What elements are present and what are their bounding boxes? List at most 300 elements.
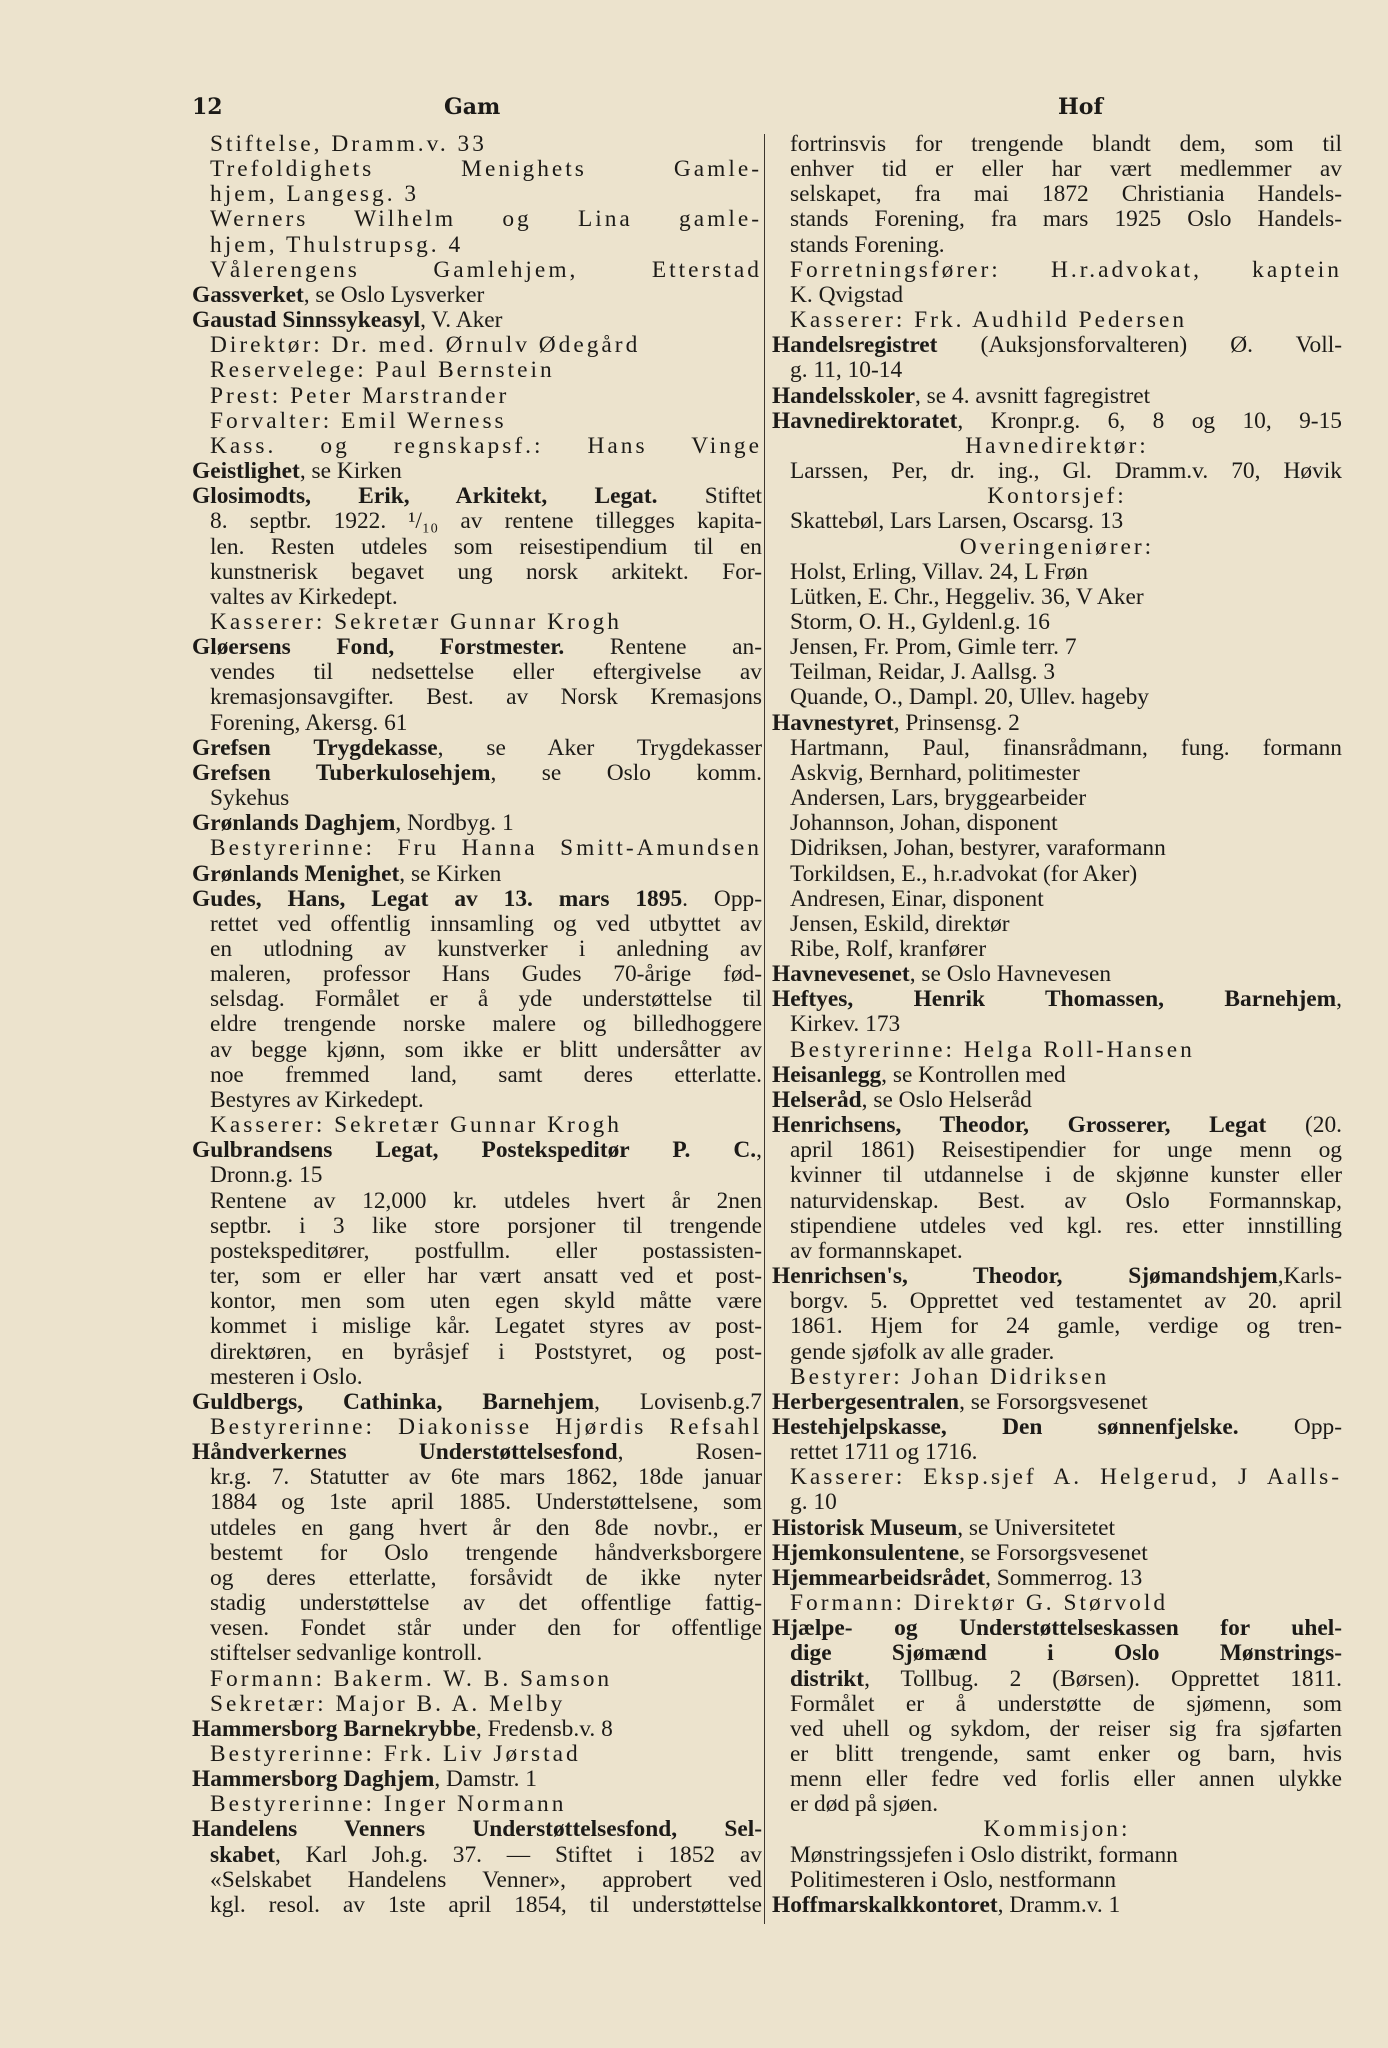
entry-heading: Havnestyret (772, 710, 894, 736)
entry-line (772, 1692, 1342, 1717)
entry-text: Opp- (1238, 1414, 1342, 1440)
entry-line (772, 1390, 1342, 1415)
entry-text: , se Forsorgsvesenet (959, 1389, 1148, 1415)
entry-heading: Gulbrandsens Legat, Postekspeditør P. C. (192, 1138, 757, 1164)
entry-line (192, 1163, 762, 1188)
entry-line (192, 786, 762, 811)
entry-line (192, 1591, 762, 1616)
entry-heading: Grønlands Daghjem (192, 811, 396, 837)
entry-line (772, 610, 1342, 635)
entry-line (772, 1516, 1342, 1541)
entry-text: vendes til nedsettelse eller eftergivelse av (210, 660, 762, 686)
entry-line (772, 1314, 1342, 1339)
entry-text: , Nordbyg. 1 (395, 811, 514, 837)
entry-line (772, 1038, 1342, 1063)
entry-text: Kasserer: Sekretær Gunnar Krogh (210, 1113, 622, 1139)
entry-line (192, 283, 762, 308)
entry-line (772, 333, 1342, 358)
entry-text: Overingeniører: (959, 534, 1155, 560)
entry-text: gende sjøfolk av alle grader. (790, 1339, 1055, 1365)
entry-heading: Hjælpe- og Understøttelseskassen for uhel- (772, 1616, 1342, 1642)
entry-line (772, 1088, 1342, 1113)
entry-text: (20. (1266, 1113, 1342, 1139)
entry-line (192, 1264, 762, 1289)
entry-line (772, 1490, 1342, 1515)
entry-line (772, 1340, 1342, 1365)
entry-line (772, 585, 1342, 610)
entry-line (192, 1038, 762, 1063)
entry-text: Sekretær: Major B. A. Melby (210, 1691, 566, 1717)
entry-heading: Gassverket (192, 282, 304, 308)
entry-line (772, 535, 1342, 560)
entry-line (772, 434, 1342, 459)
entry-text: Mønstringssjefen i Oslo distrikt, formann (790, 1842, 1178, 1868)
entry-line (192, 132, 762, 157)
entry-text: Forvalter: Emil Werness (210, 408, 507, 434)
entry-line (192, 862, 762, 887)
entry-line (772, 1138, 1342, 1163)
entry-text: , Tollbug. 2 (Børsen). Opprettet 1811. (864, 1666, 1342, 1692)
entry-line (772, 1264, 1342, 1289)
entry-text: Ribe, Rolf, kranfører (790, 937, 987, 962)
entry-text: Rentene an- (564, 635, 762, 661)
entry-line (772, 1767, 1342, 1792)
entry-line (772, 132, 1342, 157)
entry-text: kommet i mislige kår. Legatet styres av post- (210, 1314, 762, 1340)
entry-heading: Handelsskoler (772, 383, 915, 409)
entry-line (772, 157, 1342, 182)
entry-line (192, 660, 762, 685)
entry-heading: Gløersens Fond, Forstmester. (192, 635, 565, 661)
entry-line (192, 1490, 762, 1515)
entry-text: er blitt trengende, samt enker og barn, hvis (790, 1742, 1342, 1767)
entry-line (192, 1415, 762, 1440)
entry-heading: Hammersborg Daghjem (192, 1767, 435, 1793)
entry-text: Dronn.g. 15 (210, 1163, 323, 1189)
entry-text: g. 11, 10-14 (790, 358, 903, 384)
entry-line (772, 1641, 1342, 1666)
entry-text: hjem, Langesg. 3 (210, 182, 420, 208)
entry-heading: Heftyes, Henrik Thomassen, Barnehjem (772, 987, 1337, 1013)
entry-line (192, 1138, 762, 1163)
entry-line (772, 1843, 1342, 1868)
entry-text: Torkildsen, E., h.r.advokat (for Aker) (790, 861, 1138, 887)
entry-line (772, 1566, 1342, 1591)
entry-text: direktøren, en byråsjef i Poststyret, og post- (210, 1339, 762, 1365)
column-divider (764, 134, 765, 1924)
entry-text: , Dramm.v. 1 (997, 1892, 1121, 1918)
entry-text: stipendiene utdeles ved kgl. res. etter innstilling (790, 1213, 1342, 1239)
entry-text: kremasjonsavgifter. Best. av Norsk Kremasjons (210, 685, 762, 711)
entry-line (192, 1314, 762, 1339)
entry-line (772, 1717, 1342, 1742)
entry-heading: Grefsen Tuberkulosehjem (192, 760, 491, 786)
entry-text: menn eller fedre ved forlis eller annen ulykke (790, 1767, 1342, 1793)
entry-line (192, 1063, 762, 1088)
entry-line (192, 1742, 762, 1767)
right-catchword: Hof (1058, 94, 1103, 120)
entry-line (192, 1616, 762, 1641)
entry-line (192, 1189, 762, 1214)
entry-heading: Hoffmarskalkkontoret (772, 1892, 998, 1918)
entry-text: Formann: Bakerm. W. B. Samson (210, 1666, 613, 1692)
entry-line (772, 1113, 1342, 1138)
entry-line (192, 1717, 762, 1742)
entry-line (772, 711, 1342, 736)
entry-line (192, 1088, 762, 1113)
entry-line (192, 358, 762, 383)
entry-line (772, 509, 1342, 534)
entry-line (772, 685, 1342, 710)
entry-line (192, 459, 762, 484)
entry-text: , se Oslo Lysverker (303, 282, 485, 308)
entry-line (192, 987, 762, 1012)
entry-text: , Karl Joh.g. 37. — Stiftet i 1852 av (275, 1842, 762, 1868)
entry-line (772, 384, 1342, 409)
entry-line (772, 962, 1342, 987)
entry-line (192, 233, 762, 258)
entry-line (192, 1767, 762, 1792)
entry-text: Kasserer: Frk. Audhild Pedersen (790, 308, 1188, 334)
entry-text: Andersen, Lars, bryggearbeider (790, 786, 1087, 812)
entry-text: , se Kontrollen med (881, 1062, 1066, 1088)
entry-line (772, 987, 1342, 1012)
entry-text: rettet 1711 og 1716. (790, 1440, 978, 1466)
entry-heading: Herbergesentralen (772, 1389, 960, 1415)
entry-text: 1861. Hjem for 24 gamle, verdige og tren- (790, 1314, 1342, 1340)
entry-text: Prest: Peter Marstrander (210, 383, 510, 409)
entry-line (772, 484, 1342, 509)
entry-text: , Sommerrog. 13 (985, 1565, 1143, 1591)
entry-line (772, 836, 1342, 861)
entry-line (772, 1817, 1342, 1842)
entry-heading: Handelens Venners Understøttelsesfond, Sel- (192, 1817, 762, 1843)
entry-text: Kass. og regnskapsf.: Hans Vinge (210, 433, 762, 459)
entry-line (772, 912, 1342, 937)
entry-line (772, 761, 1342, 786)
entry-heading: Handelsregistret (772, 333, 938, 359)
entry-text: og deres etterlatte, forsåvidt de ikke nyter (210, 1565, 762, 1591)
entry-line (192, 1239, 762, 1264)
entry-text: ter, som er eller har vært ansatt ved et post- (210, 1264, 762, 1290)
entry-text: Johannson, Johan, disponent (790, 811, 1058, 837)
entry-line (192, 1289, 762, 1314)
entry-text: , se 4. avsnitt fagregistret (914, 383, 1151, 409)
entry-text: Forretningsfører: H.r.advokat, kaptein (790, 257, 1342, 283)
entry-line (192, 610, 762, 635)
left-column (192, 132, 762, 1918)
entry-line (192, 836, 762, 861)
entry-line (192, 761, 762, 786)
entry-line (192, 887, 762, 912)
entry-text: «Selskabet Handelens Venner», approbert ved (210, 1867, 762, 1893)
entry-line (772, 1591, 1342, 1616)
entry-heading: dige Sjømænd i Oslo Mønstrings- (790, 1641, 1342, 1667)
entry-text: valtes av Kirkedept. (210, 584, 398, 610)
entry-text: av formannskapet. (790, 1238, 963, 1264)
entry-text: Storm, O. H., Gyldenl.g. 16 (790, 609, 1050, 635)
entry-text: Kommisjon: (983, 1817, 1131, 1843)
entry-line (772, 283, 1342, 308)
entry-line (772, 937, 1342, 962)
entry-line (772, 1239, 1342, 1264)
entry-line (772, 1163, 1342, 1188)
entry-text: , Kronpr.g. 6, 8 og 10, 9-15 (957, 408, 1342, 434)
entry-text: maleren, professor Hans Gudes 70-årige fød- (210, 962, 762, 988)
entry-text: Forening, Akersg. 61 (210, 710, 408, 736)
entry-line (192, 635, 762, 660)
entry-line (772, 1440, 1342, 1465)
page-number: 12 (192, 94, 223, 120)
entry-line (192, 811, 762, 836)
entry-line (772, 736, 1342, 761)
entry-line (772, 560, 1342, 585)
entry-line (772, 1742, 1342, 1767)
entry-line (192, 182, 762, 207)
entry-line (192, 1566, 762, 1591)
entry-text: Bestyrer: Johan Didriksen (790, 1364, 1110, 1390)
entry-line (192, 1465, 762, 1490)
entry-heading: Guldbergs, Cathinka, Barnehjem (192, 1389, 595, 1415)
entry-heading: skabet (210, 1842, 275, 1868)
entry-text: (Auksjonsforvalteren) Ø. Voll- (937, 333, 1342, 359)
entry-line (772, 1365, 1342, 1390)
entry-line (772, 1868, 1342, 1893)
entry-line (192, 535, 762, 560)
entry-text: , se Oslo Helseråd (861, 1087, 1032, 1113)
entry-text: kr.g. 7. Statutter av 6te mars 1862, 18de januar (210, 1465, 762, 1491)
entry-text: Kontorsjef: (987, 484, 1127, 510)
entry-text: Havnedirektør: (965, 433, 1149, 459)
entry-line (772, 1214, 1342, 1239)
entry-heading: Grefsen Trygdekasse (192, 735, 438, 761)
entry-text: Trefoldighets Menighets Gamle- (210, 157, 762, 183)
entry-text: septbr. i 3 like store porsjoner til trengende (210, 1213, 762, 1239)
entry-line (772, 1893, 1342, 1918)
entry-line (192, 962, 762, 987)
entry-text: Politimesteren i Oslo, nestformann (790, 1867, 1117, 1893)
entry-text: 1884 og 1ste april 1885. Understøttelsene, som (210, 1490, 762, 1516)
entry-heading: Gudes, Hans, Legat av 13. mars 1895 (192, 886, 683, 912)
entry-heading: Hestehjelpskasse, Den sønnenfjelske. (772, 1414, 1239, 1440)
entry-text: , se Aker Trygdekasser (437, 735, 762, 761)
entry-line (192, 1516, 762, 1541)
entry-text: Quande, O., Dampl. 20, Ullev. hageby (790, 685, 1150, 711)
entry-text: Teilman, Reidar, J. Aallsg. 3 (790, 660, 1056, 686)
entry-text: postekspeditører, postfullm. eller postassisten- (210, 1238, 762, 1264)
entry-heading: Hjemmearbeidsrådet (772, 1565, 986, 1591)
entry-text: borgv. 5. Opprettet ved testamentet av 20. april (790, 1289, 1342, 1315)
entry-line (192, 937, 762, 962)
entry-line (192, 258, 762, 283)
entry-heading: Havnedirektoratet (772, 408, 958, 434)
entry-heading: distrikt (790, 1666, 865, 1692)
entry-text: Kasserer: Eksp.sjef A. Helgerud, J Aalls- (790, 1465, 1342, 1491)
entry-line (192, 207, 762, 232)
entry-text: Didriksen, Johan, bestyrer, varaformann (790, 836, 1166, 862)
entry-heading: Glosimodts, Erik, Arkitekt, Legat. (192, 484, 658, 510)
entry-line (772, 786, 1342, 811)
entry-text: Bestyrerinne: Frk. Liv Jørstad (210, 1742, 581, 1767)
entry-text: Bestyrerinne: Diakonisse Hjørdis Refsahl (210, 1414, 762, 1440)
entry-text: selsdag. Formålet er å yde understøttelse til (210, 987, 762, 1013)
entry-text: Kasserer: Sekretær Gunnar Krogh (210, 609, 622, 635)
entry-heading: Helseråd (772, 1087, 862, 1113)
entry-text: Rentene av 12,000 kr. utdeles hvert år 2nen (210, 1188, 762, 1214)
entry-line (192, 1012, 762, 1037)
entry-text: Bestyrerinne: Inger Normann (210, 1792, 567, 1818)
entry-text: hjem, Thulstrupsg. 4 (210, 232, 464, 258)
entry-line (192, 333, 762, 358)
entry-text: mesteren i Oslo. (210, 1364, 363, 1390)
entry-text: Skattebøl, Lars Larsen, Oscarsg. 13 (790, 509, 1124, 535)
entry-text: , (756, 1138, 762, 1164)
entry-line (772, 207, 1342, 232)
entry-line (772, 358, 1342, 383)
entry-line (192, 685, 762, 710)
entry-line (772, 1012, 1342, 1037)
entry-line (192, 1843, 762, 1868)
entry-heading: Geistlighet (192, 459, 300, 485)
entry-text: Lütken, E. Chr., Heggeliv. 36, V Aker (790, 584, 1144, 610)
entry-text: Jensen, Eskild, direktør (790, 911, 1010, 937)
entry-text: ,Karls- (1277, 1264, 1342, 1290)
entry-line (192, 1667, 762, 1692)
entry-text: enhver tid er eller har vært medlemmer av (790, 157, 1342, 183)
entry-heading: Hammersborg Barnekrybbe (192, 1716, 476, 1742)
entry-line (192, 560, 762, 585)
entry-text: , se Oslo Havnevesen (909, 962, 1112, 988)
entry-line (192, 1893, 762, 1918)
entry-heading: Hjemkonsulentene (772, 1540, 960, 1566)
entry-line (192, 1692, 762, 1717)
entry-text: Andresen, Einar, disponent (790, 886, 1044, 912)
entry-text: kgl. resol. av 1ste april 1854, til understøttelse (210, 1892, 762, 1918)
entry-line (192, 585, 762, 610)
entry-text: naturvidenskap. Best. av Oslo Formannskap, (790, 1188, 1342, 1214)
entry-text: Bestyrerinne: Helga Roll-Hansen (790, 1037, 1195, 1063)
entry-line (192, 1641, 762, 1666)
entry-text: Direktør: Dr. med. Ørnulv Ødegård (210, 333, 641, 359)
entry-line (192, 384, 762, 409)
entry-line (772, 308, 1342, 333)
entry-line (192, 1113, 762, 1138)
entry-line (772, 182, 1342, 207)
entry-line (192, 1541, 762, 1566)
entry-text: kunstnerisk begavet ung norsk arkitekt. For- (210, 559, 762, 585)
entry-line (772, 1063, 1342, 1088)
entry-line (772, 1415, 1342, 1440)
entry-text: Stiftet (657, 484, 762, 510)
entry-line (192, 1868, 762, 1893)
entry-line (192, 509, 762, 534)
entry-text: Bestyrerinne: Fru Hanna Smitt-Amundsen (210, 836, 762, 862)
entry-text: stadig understøttelse av det offentlige fattig- (210, 1591, 762, 1617)
entry-text: , se Oslo komm. (490, 760, 762, 786)
entry-heading: Heisanlegg (772, 1062, 882, 1088)
entry-text: eldre trengende norske malere og billedhoggere (210, 1012, 762, 1038)
entry-line (192, 1817, 762, 1842)
entry-line (192, 1390, 762, 1415)
entry-line (772, 1792, 1342, 1817)
entry-text: stands Forening, fra mars 1925 Oslo Handels- (790, 207, 1342, 233)
entry-heading: Historisk Museum (772, 1515, 958, 1541)
entry-heading: Henrichsen's, Theodor, Sjømandshjem (772, 1264, 1278, 1290)
entry-line (772, 1541, 1342, 1566)
entry-text: , Lovisenb.g.7 (594, 1389, 762, 1415)
entry-text: Reservelege: Paul Bernstein (210, 358, 555, 384)
entry-line (772, 887, 1342, 912)
entry-heading: Grønlands Menighet (192, 861, 400, 887)
entry-text: Sykehus (210, 786, 290, 812)
entry-line (772, 1289, 1342, 1314)
entry-line (192, 1340, 762, 1365)
entry-text: april 1861) Reisestipendier for unge menn og (790, 1138, 1342, 1164)
entry-heading: Henrichsens, Theodor, Grosserer, Legat (772, 1113, 1267, 1139)
entry-line (192, 409, 762, 434)
entry-text: Bestyres av Kirkedept. (210, 1087, 424, 1113)
entry-text: noe fremmed land, samt deres etterlatte. (210, 1062, 762, 1088)
entry-text: Holst, Erling, Villav. 24, L Frøn (790, 559, 1088, 585)
entry-text: , se Forsorgsvesenet (959, 1540, 1148, 1566)
entry-line (772, 1616, 1342, 1641)
entry-text: stiftelser sedvanlige kontroll. (210, 1641, 483, 1667)
entry-text: , se Kirken (299, 459, 402, 485)
entry-text: av begge kjønn, som ikke er blitt undersåtter av (210, 1037, 762, 1063)
entry-text: Werners Wilhelm og Lina gamle- (210, 207, 762, 233)
entry-text: , Rosen- (617, 1440, 762, 1466)
entry-text: Vålerengens Gamlehjem, Etterstad (210, 257, 762, 283)
entry-line (772, 258, 1342, 283)
entry-line (192, 736, 762, 761)
entry-text: , Damstr. 1 (434, 1767, 537, 1793)
entry-text: utdeles en gang hvert år den 8de novbr., er (210, 1515, 762, 1541)
entry-line (192, 711, 762, 736)
entry-text: selskapet, fra mai 1872 Christiania Handels- (790, 182, 1342, 208)
entry-line (192, 1440, 762, 1465)
entry-text: Formålet er å understøtte de sjømenn, som (790, 1691, 1342, 1717)
entry-text: bestemt for Oslo trengende håndverksborgere (210, 1540, 762, 1566)
entry-line (772, 635, 1342, 660)
entry-text: len. Resten utdeles som reisestipendium til en (210, 534, 762, 560)
entry-line (192, 1214, 762, 1239)
entry-text: Askvig, Bernhard, politimester (790, 760, 1080, 786)
entry-text: Jensen, Fr. Prom, Gimle terr. 7 (790, 635, 1077, 661)
entry-line (192, 308, 762, 333)
entry-text: er død på sjøen. (790, 1792, 939, 1818)
entry-text: g. 10 (790, 1490, 837, 1516)
entry-text: 8. septbr. 1922. ¹/₁₀ av rentene tillegges kapita- (210, 509, 762, 535)
entry-line (772, 233, 1342, 258)
entry-line (772, 660, 1342, 685)
entry-line (772, 459, 1342, 484)
entry-text: K. Qvigstad (790, 282, 904, 308)
entry-text: Larssen, Per, dr. ing., Gl. Dramm.v. 70, Høvik (790, 459, 1342, 485)
entry-text: rettet ved offentlig innsamling og ved utbyttet av (210, 911, 762, 937)
entry-line (772, 1667, 1342, 1692)
entry-line (772, 862, 1342, 887)
entry-text: kvinner til utdannelse i de skjønne kunster eller (790, 1163, 1342, 1189)
entry-line (192, 1792, 762, 1817)
entry-line (772, 1465, 1342, 1490)
entry-text: , (1336, 987, 1342, 1013)
entry-text: , V. Aker (420, 308, 503, 334)
entry-text: , Fredensb.v. 8 (475, 1716, 613, 1742)
entry-text: kontor, men som uten egen skyld måtte være (210, 1289, 762, 1315)
entry-text: en utlodning av kunstverker i anledning av (210, 937, 762, 962)
entry-text: ved uhell og sykdom, der reiser sig fra sjøfarten (790, 1716, 1342, 1742)
entry-text: . Opp- (682, 886, 762, 912)
